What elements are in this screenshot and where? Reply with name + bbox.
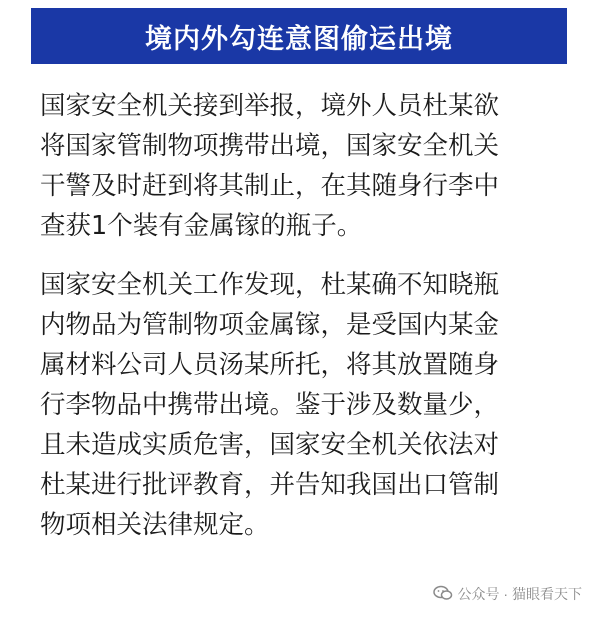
text-line: 杜某进行批评教育，并告知我国出口管制 [40, 470, 500, 500]
article-body [40, 86, 570, 564]
text-line: 国家安全机关工作发现，杜某确不知晓瓶 [40, 270, 500, 300]
text-line: 内物品为管制物项金属镓，是受国内某金 [40, 310, 500, 340]
paragraph-2 [40, 265, 570, 545]
page-title: 境内外勾连意图偷运出境 [145, 23, 453, 55]
paragraph-1 [40, 86, 570, 246]
text-line: 且未造成实质危害，国家安全机关依法对 [40, 430, 500, 460]
text-line: 物项相关法律规定。 [40, 510, 270, 540]
wechat-icon [433, 585, 453, 604]
text-line: 查获1个装有金属镓的瓶子。 [40, 211, 363, 241]
text-line: 干警及时赶到将其制止，在其随身行李中 [40, 171, 500, 201]
text-line: 国家安全机关接到举报，境外人员杜某欲 [40, 91, 500, 121]
text-line: 行李物品中携带出境。鉴于涉及数量少， [40, 390, 500, 420]
watermark [433, 584, 582, 604]
text-line: 将国家管制物项携带出境，国家安全机关 [40, 131, 500, 161]
watermark-text: 公众号 · 猫眼看天下 [457, 586, 582, 602]
text-line: 属材料公司人员汤某所托，将其放置随身 [40, 350, 500, 380]
title-banner [31, 8, 567, 64]
